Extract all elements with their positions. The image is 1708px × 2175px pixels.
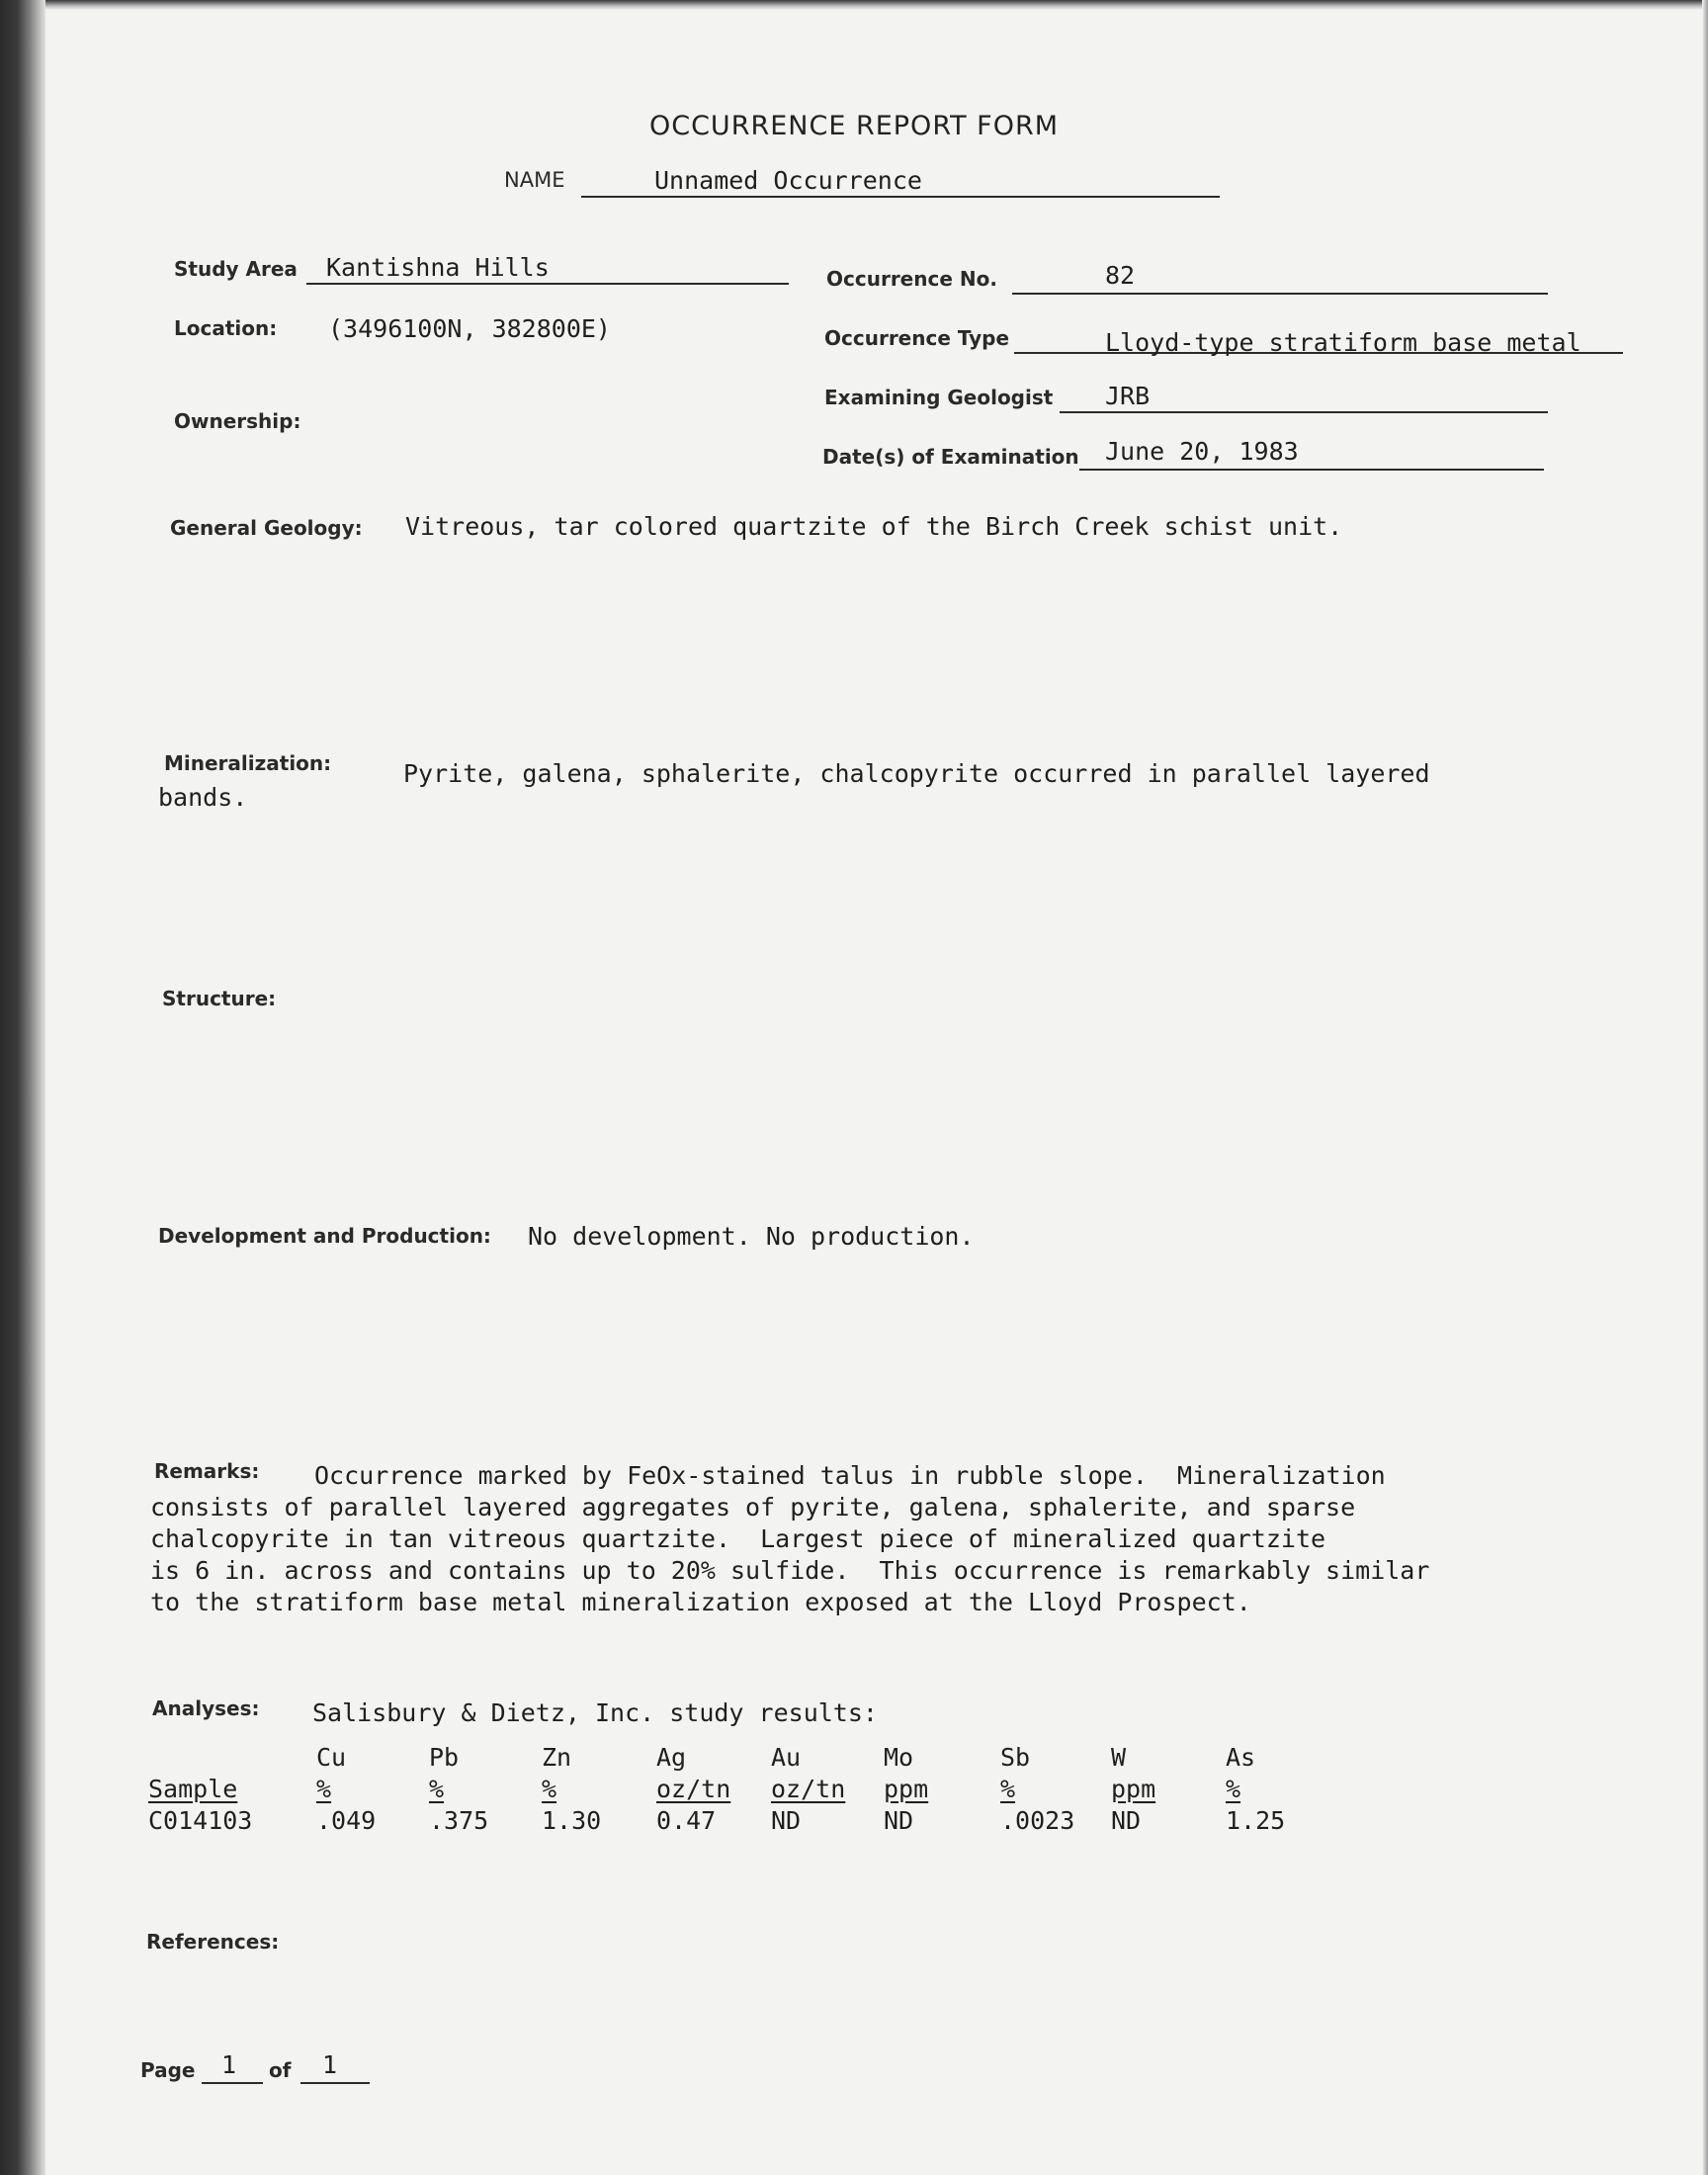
unit-header: %: [316, 1775, 332, 1803]
unit-header: oz/tn: [656, 1775, 731, 1803]
assay-value: ND: [771, 1806, 802, 1835]
remarks-line-1: Occurrence marked by FeOx-stained talus in rubble slope. Mineralization: [314, 1461, 1386, 1490]
unit-header: %: [429, 1775, 445, 1803]
name-label: NAME: [504, 168, 565, 192]
remarks-label: Remarks:: [154, 1459, 260, 1483]
general-geology-label: General Geology:: [170, 516, 363, 540]
page-total-underline: [300, 2082, 370, 2084]
assay-value: 1.25: [1226, 1806, 1286, 1835]
occurrence-type-label: Occurrence Type: [824, 326, 1010, 350]
remarks-line-3: chalcopyrite in tan vitreous quartzite. Largest piece of mineralized quartzite: [150, 1524, 1326, 1553]
assay-value: ND: [1111, 1806, 1142, 1835]
element-header: Au: [771, 1743, 802, 1772]
assay-value: 1.30: [542, 1806, 602, 1835]
location-value: (3496100N, 382800E): [328, 314, 611, 343]
element-header: Pb: [429, 1743, 460, 1772]
assay-value: 0.47: [656, 1806, 717, 1835]
unit-header: ppm: [884, 1775, 929, 1803]
location-label: Location:: [174, 316, 278, 340]
scan-edge-left: [0, 0, 45, 2175]
assay-value: .049: [316, 1806, 377, 1835]
element-header: Zn: [542, 1743, 572, 1772]
remarks-line-2: consists of parallel layered aggregates of pyrite, galena, sphalerite, and sparse: [150, 1493, 1356, 1522]
unit-header: Sample: [148, 1775, 238, 1803]
mineralization-label: Mineralization:: [164, 751, 332, 775]
mineralization-line-1: Pyrite, galena, sphalerite, chalcopyrite occurred in parallel layered: [403, 759, 1430, 788]
scan-edge-right: [1702, 0, 1708, 2175]
analyses-element-row: [148, 1740, 1324, 1772]
element-header: W: [1111, 1743, 1127, 1772]
structure-label: Structure:: [162, 987, 277, 1010]
element-header: Mo: [884, 1743, 914, 1772]
date-value: June 20, 1983: [1105, 437, 1299, 466]
element-header: As: [1226, 1743, 1256, 1772]
form-title: OCCURRENCE REPORT FORM: [648, 111, 1060, 141]
element-header: Sb: [1000, 1743, 1031, 1772]
page-num-underline: [202, 2082, 263, 2084]
name-value: Unnamed Occurrence: [654, 166, 922, 195]
element-header: Cu: [316, 1743, 347, 1772]
examining-geologist-underline: [1060, 411, 1548, 413]
page-number: 1: [221, 2050, 237, 2079]
analyses-label: Analyses:: [152, 1696, 260, 1720]
analyses-value-row: [148, 1803, 1324, 1835]
examining-geologist-value: JRB: [1105, 382, 1151, 410]
study-area-underline: [306, 283, 789, 285]
unit-header: %: [1226, 1775, 1241, 1803]
analyses-unit-row: [148, 1772, 1324, 1803]
page-of-label: of: [269, 2058, 292, 2082]
assay-value: ND: [884, 1806, 914, 1835]
date-label: Date(s) of Examination: [822, 445, 1079, 469]
occurrence-no-label: Occurrence No.: [826, 267, 997, 291]
references-label: References:: [146, 1930, 280, 1954]
assay-value: .0023: [1000, 1806, 1075, 1835]
mineralization-line-2: bands.: [158, 783, 248, 812]
sample-id: C014103: [148, 1806, 253, 1835]
development-value: No development. No production.: [528, 1222, 975, 1251]
remarks-line-4: is 6 in. across and contains up to 20% sulfide. This occurrence is remarkably similar: [150, 1556, 1430, 1585]
page-label: Page: [140, 2058, 196, 2082]
unit-header: %: [1000, 1775, 1016, 1803]
development-label: Development and Production:: [158, 1224, 491, 1248]
unit-header: oz/tn: [771, 1775, 846, 1803]
date-underline: [1079, 469, 1544, 471]
unit-header: ppm: [1111, 1775, 1156, 1803]
name-underline: [581, 196, 1220, 198]
examining-geologist-label: Examining Geologist: [824, 386, 1054, 409]
element-header: [148, 1740, 316, 1772]
study-area-value: Kantishna Hills: [326, 253, 550, 282]
scan-edge-top: [45, 0, 1708, 10]
occurrence-no-underline: [1012, 293, 1548, 295]
remarks-line-5: to the stratiform base metal mineralization exposed at the Lloyd Prospect.: [150, 1588, 1251, 1616]
unit-header: %: [542, 1775, 557, 1803]
element-header: Ag: [656, 1743, 687, 1772]
assay-value: .375: [429, 1806, 489, 1835]
general-geology-value: Vitreous, tar colored quartzite of the Birch Creek schist unit.: [405, 512, 1343, 541]
study-area-label: Study Area: [174, 257, 298, 281]
ownership-label: Ownership:: [174, 409, 301, 433]
analyses-table: [148, 1740, 1324, 1835]
occurrence-no-value: 82: [1105, 261, 1136, 290]
page-total: 1: [322, 2050, 338, 2079]
analyses-intro: Salisbury & Dietz, Inc. study results:: [312, 1698, 878, 1727]
occurrence-type-value: Lloyd-type stratiform base metal: [1105, 328, 1581, 357]
